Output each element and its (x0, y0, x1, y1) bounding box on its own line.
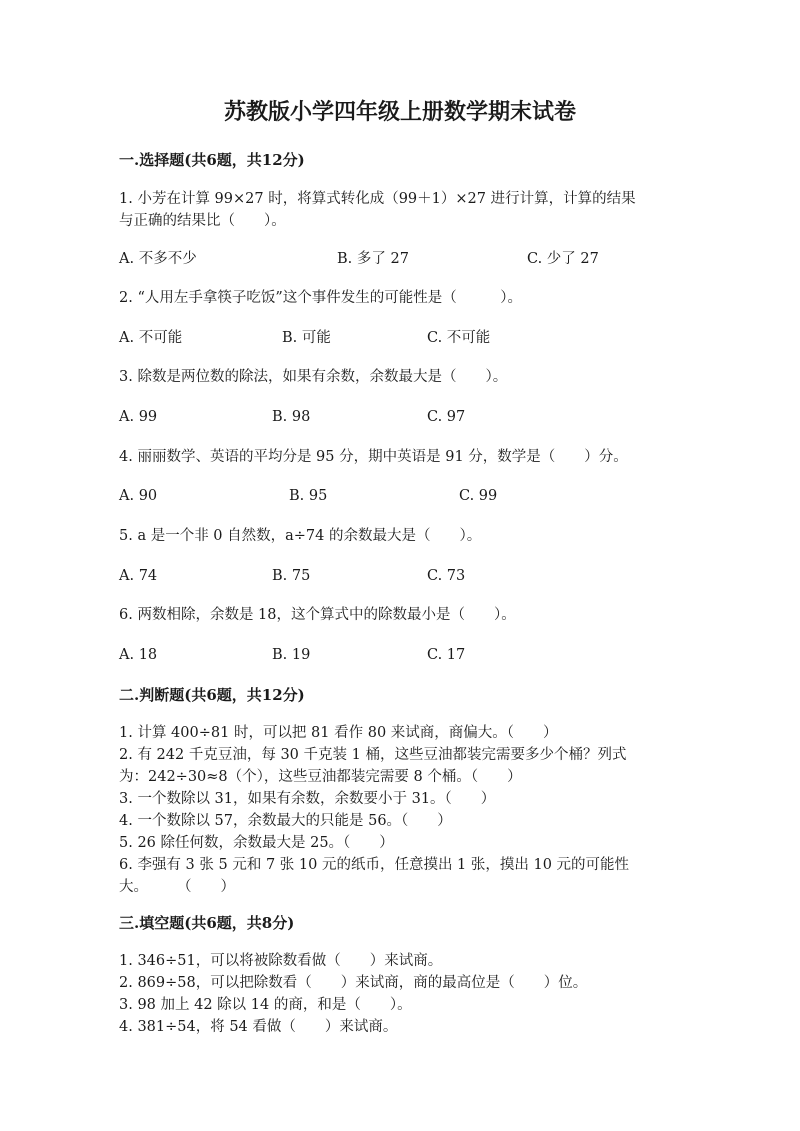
statement-text: 为：242÷30≈8（个），这些豆油都装完需要 8 个桶。（ ） (119, 769, 522, 785)
statement-text: 1. 计算 400÷81 时，可以把 81 看作 80 来试商，商偏大。（ ） (119, 725, 558, 741)
question-text: 1. 小芳在计算 99×27 时，将算式转化成（99＋1）×27 进行计算，计算的结果 (119, 191, 636, 207)
statement-text: 4. 一个数除以 57，余数最大的只能是 56。（ ） (119, 813, 452, 829)
fill-question-text: 1. 346÷51，可以将被除数看做（ ）来试商。 (119, 953, 443, 969)
option-a: A. 99 (119, 409, 158, 425)
page-title: 苏教版小学四年级上册数学期末试卷 (223, 99, 576, 125)
statement-text: 3. 一个数除以 31，如果有余数，余数要小于 31。（ ） (119, 791, 496, 807)
option-a: A. 不多不少 (119, 251, 197, 267)
section-heading-fill: 三.填空题(共6题，共8分) (119, 914, 295, 932)
fill-question-text: 3. 98 加上 42 除以 14 的商，和是（ ）。 (119, 997, 412, 1013)
question-text: 4. 丽丽数学、英语的平均分是 95 分，期中英语是 91 分，数学是（ ）分。 (119, 449, 628, 465)
option-b: B. 多了 27 (337, 251, 409, 267)
option-b: B. 98 (272, 409, 311, 425)
question-text: 5. a 是一个非 0 自然数，a÷74 的余数最大是（ ）。 (119, 528, 482, 544)
question-text: 2. “人用左手拿筷子吃饭”这个事件发生的可能性是（ ）。 (119, 290, 523, 306)
section-heading-judge: 二.判断题(共6题，共12分) (119, 686, 305, 704)
option-a: A. 90 (119, 488, 158, 504)
section-heading-choice: 一.选择题(共6题，共12分) (119, 151, 305, 169)
option-c: C. 17 (427, 647, 466, 663)
option-c: C. 99 (459, 488, 498, 504)
option-c: C. 97 (427, 409, 466, 425)
option-b: B. 75 (272, 568, 311, 584)
statement-text: 大。 （ ） (119, 879, 235, 895)
statement-text: 5. 26 除任何数，余数最大是 25。（ ） (119, 835, 394, 851)
question-text: 3. 除数是两位数的除法，如果有余数，余数最大是（ ）。 (119, 369, 508, 385)
option-c: C. 73 (427, 568, 466, 584)
option-c: C. 少了 27 (527, 251, 599, 267)
option-b: B. 可能 (282, 330, 331, 346)
option-a: A. 74 (119, 568, 158, 584)
question-text: 6. 两数相除，余数是 18，这个算式中的除数最小是（ ）。 (119, 607, 516, 623)
statement-text: 2. 有 242 千克豆油，每 30 千克装 1 桶，这些豆油都装完需要多少个桶？列式 (119, 747, 627, 763)
option-a: A. 不可能 (119, 330, 183, 346)
option-b: B. 19 (272, 647, 311, 663)
option-b: B. 95 (289, 488, 328, 504)
statement-text: 6. 李强有 3 张 5 元和 7 张 10 元的纸币，任意摸出 1 张，摸出 10 元的可能性 (119, 857, 630, 873)
fill-question-text: 4. 381÷54，将 54 看做（ ）来试商。 (119, 1019, 398, 1035)
option-c: C. 不可能 (427, 330, 491, 346)
option-a: A. 18 (119, 647, 158, 663)
question-text: 与正确的结果比（ ）。 (119, 213, 286, 229)
fill-question-text: 2. 869÷58，可以把除数看（ ）来试商，商的最高位是（ ）位。 (119, 975, 588, 991)
